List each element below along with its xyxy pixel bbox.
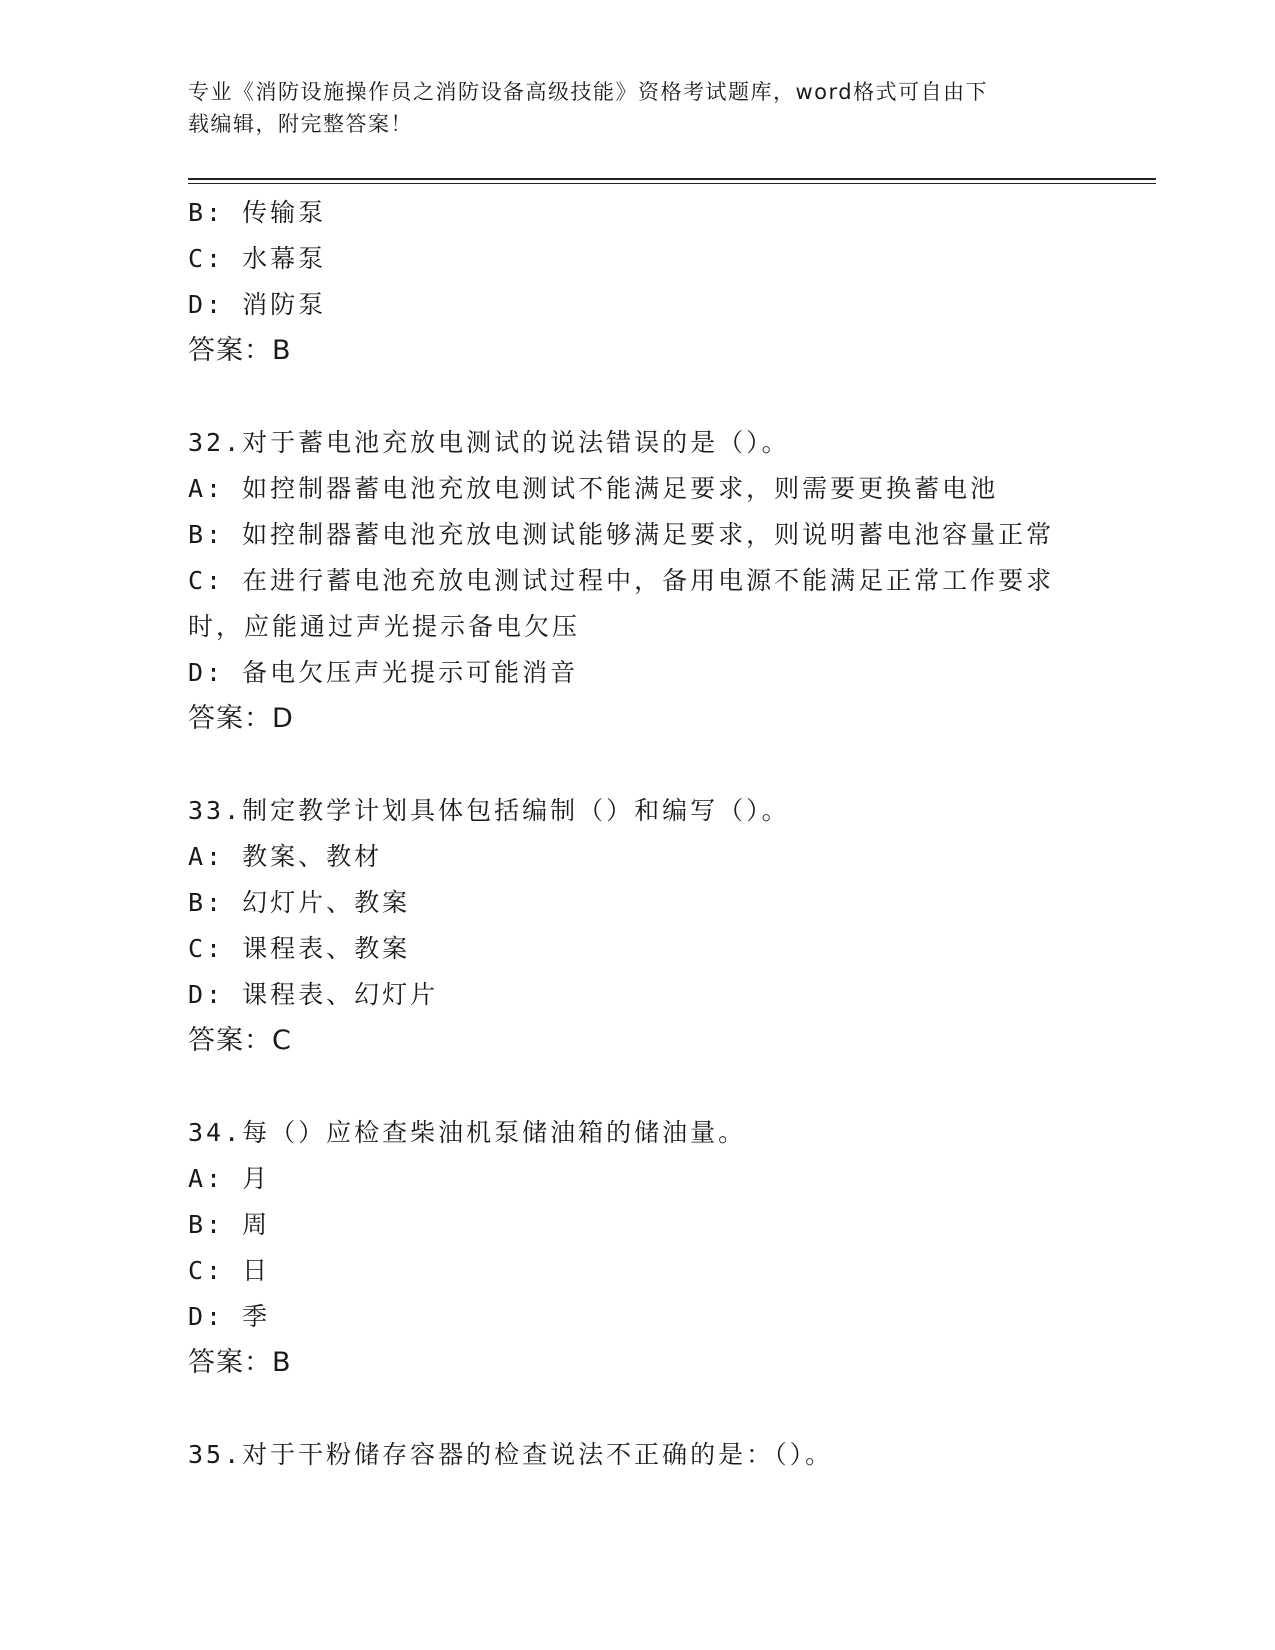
option-a: A: 如控制器蓄电池充放电测试不能满足要求，则需要更换蓄电池	[188, 474, 999, 503]
spacer	[188, 1386, 1088, 1432]
answer: 答案：B	[188, 335, 292, 366]
option-d: D: 消防泵	[188, 290, 327, 319]
question-text: 32.对于蓄电池充放电测试的说法错误的是（）。	[188, 428, 790, 457]
answer: 答案：C	[188, 1025, 292, 1056]
question-text: 34.每（）应检查柴油机泵储油箱的储油量。	[188, 1118, 747, 1147]
option-c: C: 水幕泵	[188, 244, 327, 273]
question-33	[188, 788, 1088, 1064]
document-header	[188, 76, 1068, 140]
question-list	[188, 190, 1088, 1478]
option-d: D: 备电欠压声光提示可能消音	[188, 658, 579, 687]
option-b: B: 幻灯片、教案	[188, 888, 411, 917]
spacer	[188, 374, 1088, 420]
option-a: A: 教案、教材	[188, 842, 383, 871]
answer: 答案：B	[188, 1347, 292, 1378]
option-d: D: 课程表、幻灯片	[188, 980, 439, 1009]
option-b: B: 如控制器蓄电池充放电测试能够满足要求，则说明蓄电池容量正常	[188, 520, 1055, 549]
question-31	[188, 190, 1088, 374]
question-34	[188, 1110, 1088, 1386]
option-d: D: 季	[188, 1302, 271, 1331]
header-line-1: 专业《消防设施操作员之消防设备高级技能》资格考试题库，word格式可自由下	[188, 80, 989, 104]
option-b: B: 周	[188, 1210, 271, 1239]
spacer	[188, 1064, 1088, 1110]
header-divider-thick	[188, 178, 1156, 180]
option-b: B: 传输泵	[188, 198, 327, 227]
question-32	[188, 420, 1088, 742]
header-divider-thin	[188, 183, 1156, 184]
spacer	[188, 742, 1088, 788]
question-35	[188, 1432, 1088, 1478]
option-c: C: 在进行蓄电池充放电测试过程中，备用电源不能满足正常工作要求	[188, 566, 1055, 595]
header-line-2: 载编辑，附完整答案！	[188, 112, 413, 136]
option-c: C: 课程表、教案	[188, 934, 411, 963]
option-c: C: 日	[188, 1256, 271, 1285]
option-a: A: 月	[188, 1164, 271, 1193]
question-text: 33.制定教学计划具体包括编制（）和编写（）。	[188, 796, 790, 825]
option-c-continued: 时，应能通过声光提示备电欠压	[188, 612, 581, 641]
question-text: 35.对于干粉储存容器的检查说法不正确的是：（）。	[188, 1440, 834, 1469]
answer: 答案：D	[188, 703, 294, 734]
